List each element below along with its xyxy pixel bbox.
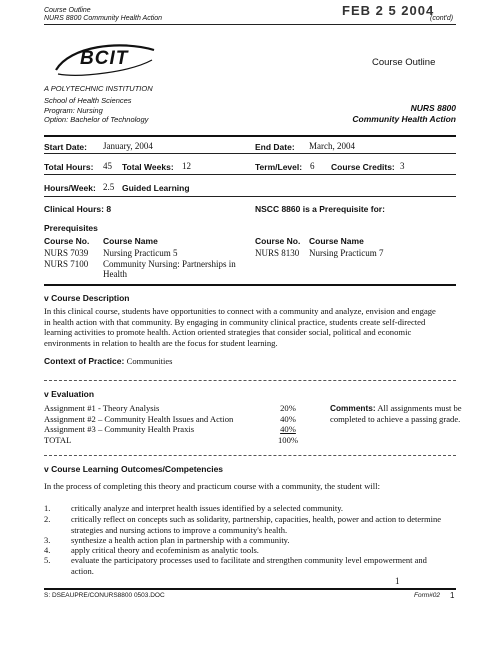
- prereq-left-no-1: NURS 7039: [44, 248, 89, 258]
- outcome-text-2: critically reflect on concepts such as solidarity, partnership, capacities, health, power and action to determine: [71, 514, 442, 524]
- eval-item-2: Assignment #2 – Community Health Issues and Action: [44, 413, 234, 424]
- running-header-title: Course Outline: [44, 7, 91, 14]
- end-date-value: March, 2004: [309, 141, 355, 151]
- prereq-left-name-1: Nursing Practicum 5: [103, 248, 178, 258]
- program-name: Program: Nursing: [44, 105, 103, 115]
- eval-item-3: Assignment #3 – Community Health Praxis: [44, 424, 195, 434]
- school-block: [44, 96, 148, 125]
- comments-line-2: completed to achieve a passing grade.: [330, 413, 461, 424]
- evaluation-rule: [44, 455, 456, 456]
- prereq-col-name: Course Name: [103, 236, 158, 246]
- prereq-for-label: NSCC 8860 is a Prerequisite for:: [255, 204, 385, 214]
- outcome-text-5: evaluate the participatory processes used to facilitate and strengthen community level empowerment and: [71, 555, 427, 565]
- end-date-label: End Date:: [255, 142, 295, 152]
- header-rule: [44, 24, 456, 25]
- description-rule: [44, 380, 456, 381]
- prereq-col-no: Course No.: [44, 236, 90, 246]
- contd-note: (cont'd): [430, 15, 454, 22]
- description-line-4: environments in relation to health are the focus for student learning.: [44, 337, 278, 348]
- info-rule-3: [44, 196, 456, 197]
- prereq-right-name-1: Nursing Practicum 7: [309, 248, 384, 258]
- outcome-number-3: 3.: [44, 535, 51, 545]
- prereq-for-col-name: Course Name: [309, 236, 364, 246]
- outcomes-intro: In the process of completing this theory and practicum course with a community, the student will:: [44, 481, 380, 491]
- eval-item-1: Assignment #1 - Theory Analysis: [44, 403, 160, 413]
- prereq-title: Prerequisites: [44, 223, 98, 233]
- outcome-number-5: 5.: [44, 555, 51, 565]
- date-stamp: FEB 2 5 2004: [342, 3, 435, 18]
- outcome-text-5b: action.: [71, 565, 94, 576]
- footer-form: Form#02: [414, 592, 441, 599]
- evaluation-list: [44, 403, 274, 445]
- start-date-value: January, 2004: [103, 141, 153, 151]
- total-hours-label: Total Hours:: [44, 162, 94, 172]
- comments-line-1: All assignments must be: [377, 403, 462, 413]
- evaluation-heading: v Evaluation: [44, 389, 95, 399]
- eval-total-pct: 100%: [277, 434, 299, 445]
- description-text: [44, 306, 474, 348]
- prereq-for-col-no: Course No.: [255, 236, 301, 246]
- info-rule-1: [44, 153, 456, 154]
- footer-rule: [44, 588, 456, 590]
- running-header-course: NURS 8800 Community Health Action: [44, 15, 163, 22]
- title-rule: [44, 135, 456, 137]
- outcomes-heading: v Course Learning Outcomes/Competencies: [44, 464, 224, 474]
- context-label: Context of Practice:: [44, 356, 125, 366]
- hours-week-label: Hours/Week:: [44, 183, 96, 193]
- prereq-left-name-2b: Health: [103, 269, 127, 279]
- description-heading: v Course Description: [44, 293, 130, 303]
- description-line-1: In this clinical course, students have opportunities to connect with a community and analyze, envision and engage: [44, 306, 436, 316]
- term-level-label: Term/Level:: [255, 162, 303, 172]
- course-credits-value: 3: [400, 161, 405, 171]
- option-name: Option: Bachelor of Technology: [44, 115, 149, 124]
- context-of-practice: [44, 356, 172, 366]
- page-mark: 1: [395, 576, 400, 586]
- evaluation-comments: [330, 403, 480, 424]
- course-code: NURS 8800: [410, 103, 456, 113]
- outcome-text-3: synthesize a health action plan in partnership with a community.: [71, 535, 290, 545]
- footer-path: S: DSEAUPRE/CONURS8800 0503.DOC: [44, 592, 165, 599]
- prereq-left-no-2: NURS 7100: [44, 259, 89, 269]
- bcit-logo: [50, 38, 160, 80]
- logo-tagline: A POLYTECHNIC INSTITUTION: [44, 84, 153, 93]
- eval-pct-2: 40%: [280, 413, 296, 424]
- footer-page-number: 1: [450, 591, 455, 600]
- start-date-label: Start Date:: [44, 142, 87, 152]
- outcome-item-5: [44, 555, 500, 577]
- hours-week-type: Guided Learning: [122, 183, 190, 193]
- comments-label: Comments:: [330, 403, 376, 413]
- clinical-hours: Clinical Hours: 8: [44, 204, 112, 214]
- outcome-item-2: [44, 514, 500, 536]
- total-hours-value: 45: [103, 161, 112, 171]
- course-credits-label: Course Credits:: [331, 162, 395, 172]
- eval-total-label: TOTAL: [44, 434, 72, 445]
- eval-pct-3: 40%: [280, 424, 296, 434]
- eval-pct-1: 20%: [280, 403, 296, 413]
- outcome-text-4: apply critical theory and ecofeminism as analytic tools.: [71, 545, 259, 555]
- evaluation-pcts: [268, 403, 308, 445]
- total-weeks-label: Total Weeks:: [122, 162, 174, 172]
- total-weeks-value: 12: [182, 161, 191, 171]
- description-line-3: learning activities to promote health. Action oriented strategies that consider social, political and economic: [44, 327, 412, 337]
- doc-title: Course Outline: [372, 57, 436, 68]
- info-rule-2: [44, 174, 456, 175]
- outcome-number-2: 2.: [44, 514, 51, 524]
- course-name: Community Health Action: [352, 114, 456, 124]
- school-name: School of Health Sciences: [44, 96, 132, 105]
- term-level-value: 6: [310, 161, 315, 171]
- outcome-item-1: [44, 503, 500, 514]
- course-id-block: [300, 103, 456, 125]
- description-line-2: in health action with that community. By engaging in community clinical practice, students create self-directed: [44, 316, 426, 327]
- outcome-text-1: critically analyze and interpret health issues identified by a selected community.: [71, 503, 344, 513]
- outcome-number-4: 4.: [44, 545, 51, 555]
- prereq-left-name-2: Community Nursing: Partnerships in: [103, 259, 236, 269]
- hours-week-value: 2.5: [103, 182, 115, 192]
- outcome-text-2b: strategies and nursing actions to improve a community's health.: [71, 524, 288, 535]
- logo-text: BCIT: [80, 48, 129, 69]
- prereq-rule: [44, 284, 456, 286]
- prereq-right-no-1: NURS 8130: [255, 248, 300, 258]
- outcome-number-1: 1.: [44, 503, 51, 513]
- context-value: Communities: [126, 356, 173, 366]
